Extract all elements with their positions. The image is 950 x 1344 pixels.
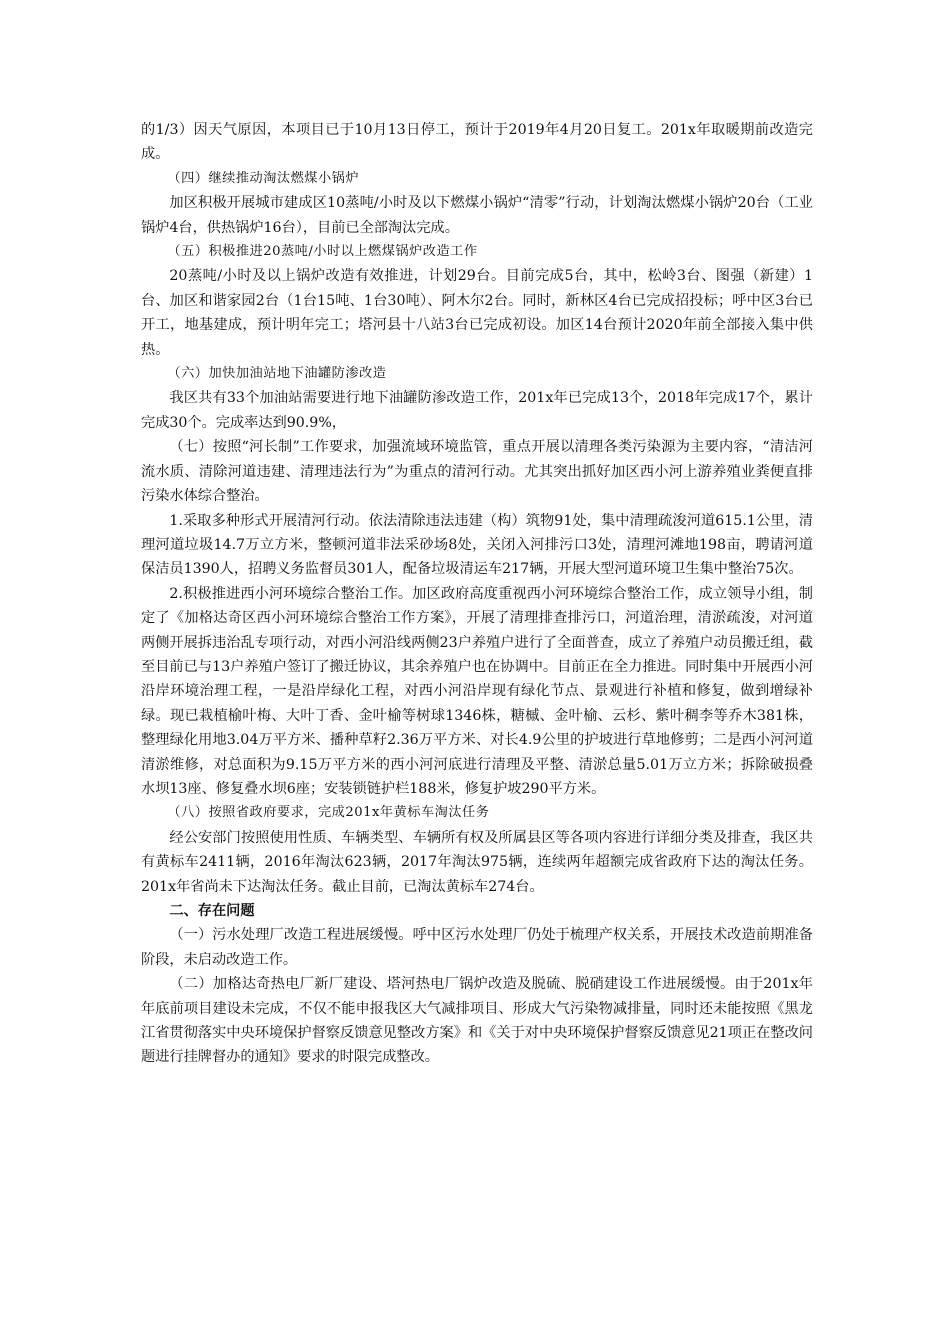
paragraph-xixiao-river: 2.积极推进西小河环境综合整治工作。加区政府高度重视西小河环境综合整治工作，成立领导小组，制定了《加格达奇区西小河环境综合整治工作方案》，开展了清理排查排污口，河道治理，清淤疏浚，对河道两侧开展拆违治乱专项行动，对西小河沿线两侧23户养殖户进行了全面普查，成立了养殖户动员搬迁组，截至目前已与13户养殖户签订了搬迁协议，其余养殖户也在协调中。目前正在全力推进。同时集中开展西小河沿岸环境治理工程，一是沿岸绿化工程，对西小河沿岸现有绿化节点、景观进行补植和修复，做到增绿补绿。现已栽植榆叶梅、大叶丁香、金叶榆等树球1346株，糖槭、金叶榆、云杉、紫叶稠李等乔木381株，整理绿化用地3.04万平方米、播种草籽2.36万平方米、对长4.9公里的护坡进行草地修剪；二是西小河河道清淤维修，对总面积为9.15万平方米的西小河河底进行清理及平整、清淤总量5.01万立方米；拆除破损叠水坝13座、修复叠水坝6座；安装锁链护栏188米，修复护坡290平方米。 bbox=[141, 585, 813, 797]
paragraph-problem-two: （二）加格达奇热电厂新厂建设、塔河热电厂锅炉改造及脱硫、脱硝建设工作进展缓慢。由于201x年年底前项目建设未完成，不仅不能申报我区大气减排项目、形成大气污染物减排量，同时还未能按照《黑龙江省贯彻落实中央环境保护督察反馈意见整改方案》和《关于对中央环境保护督察反馈意见21项正在整改问题进行挂牌督办的通知》要求的时限完成整改。 bbox=[141, 976, 813, 1066]
section-heading-problems: 二、存在问题 bbox=[169, 903, 255, 919]
paragraph-yellow-label-vehicles: 经公安部门按照使用性质、车辆类型、车辆所有权及所属县区等各项内容进行详细分类及排查，我区共有黄标车2411辆，2016年淘汰623辆，2017年淘汰975辆，连续两年超额完成省政府下达的淘汰任务。201x年省尚未下达淘汰任务。截止目前，已淘汰黄标车274台。 bbox=[141, 829, 813, 895]
paragraph-continuation: 的1/3）因天气原因，本项目已于10月13日停工，预计于2019年4月20日复工。201x年取暖期前改造完成。 bbox=[141, 122, 813, 163]
paragraph-small-boilers: 加区积极开展城市建成区10蒸吨/小时及以下燃煤小锅炉“清零”行动，计划淘汰燃煤小锅炉20台（工业锅炉4台，供热锅炉16台），目前已全部淘汰完成。 bbox=[141, 195, 813, 236]
paragraph-problem-one: （一）污水处理厂改造工程进展缓慢。呼中区污水处理厂仍处于梳理产权关系，开展技术改造前期准备阶段，未启动改造工作。 bbox=[141, 927, 813, 968]
paragraph-boiler-retrofit: 20蒸吨/小时及以上锅炉改造有效推进，计划29台。目前完成5台，其中，松岭3台、图强（新建）1台、加区和谐家园2台（1台15吨、1台30吨）、阿木尔2台。同时，新林区4台已完成招投标；呼中区3台已开工，地基建成，预计明年完工；塔河县十八站3台已完成初设。加区14台预计2020年前全部接入集中供热。 bbox=[141, 268, 813, 358]
paragraph-river-chief: （七）按照“河长制”工作要求，加强流域环境监管，重点开展以清理各类污染源为主要内容，“清洁河流水质、清除河道违建、清理违法行为”为重点的清河行动。尤其突出抓好加区西小河上游养殖业粪便直排污染水体综合整治。 bbox=[141, 439, 813, 505]
heading-five: （五）积极推进20蒸吨/小时以上燃煤锅炉改造工作 bbox=[167, 244, 478, 260]
paragraph-gas-stations: 我区共有33个加油站需要进行地下油罐防渗改造工作，201x年已完成13个，2018年完成17个，累计完成30个。完成率达到90.9%， bbox=[141, 390, 813, 431]
heading-four: （四）继续推动淘汰燃煤小锅炉 bbox=[167, 170, 360, 186]
heading-six: （六）加快加油站地下油罐防渗改造 bbox=[167, 366, 387, 382]
paragraph-river-cleanup: 1.采取多种形式开展清河行动。依法清除违法违建（构）筑物91处，集中清理疏浚河道615.1公里，清理河道垃圾14.7万立方米，整顿河道非法采砂场8处，关闭入河排污口3处，清理河滩地198亩，聘请河道保洁员1390人，招聘义务监督员301人，配备垃圾清运车217辆，开展大型河道环境卫生集中整治75次。 bbox=[141, 512, 813, 578]
document-page bbox=[141, 118, 813, 1070]
heading-eight: （八）按照省政府要求，完成201x年黄标车淘汰任务 bbox=[167, 805, 490, 821]
